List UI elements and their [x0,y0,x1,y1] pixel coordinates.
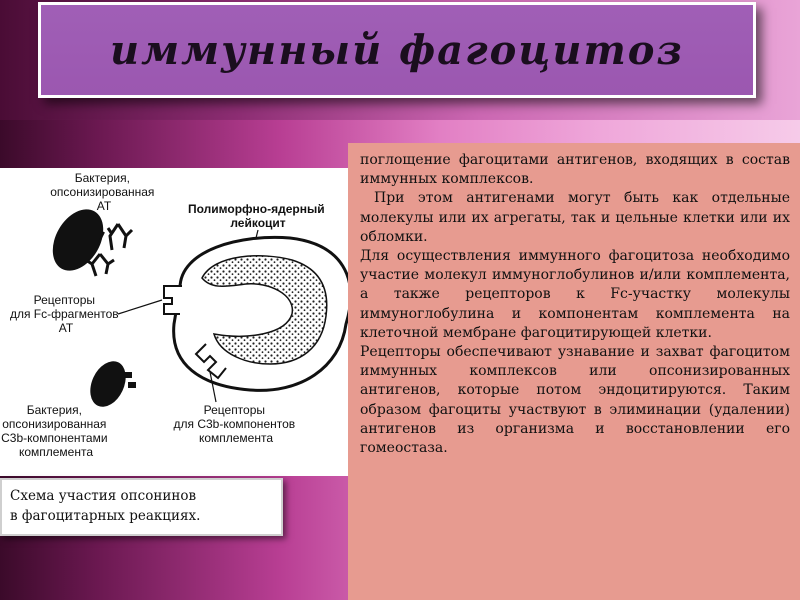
label-bacterium-at: Бактерия, опсонизированная АТ [50,171,155,213]
label-leukocyte: Полиморфно-ядерный лейкоцит [188,202,325,230]
title-box [38,2,756,98]
label-fc-receptors: Рецепторы для Fc-фрагментов АТ [9,293,119,335]
paragraph: Для осуществления иммунного фагоцитоза необходимо участие молекул иммуноглобулинов и/или комплемента, а также рецепторов к Fc-участку молекулы иммуноглобулина и компонентам комплемента на клеточной мембране фагоцитирующей клетки. [360,248,790,341]
leukocyte-icon [164,237,348,390]
figure-caption [0,478,283,536]
slide-title: иммунный фагоцитоз [109,26,684,74]
caption-line-2: в фагоцитарных реакциях. [10,508,201,524]
paragraph: При этом антигенами могут быть как отдельные молекулы или их агрегаты, так и цельные клетки или их обломки. [360,190,790,245]
text-panel [348,143,800,600]
phagocytosis-diagram [0,168,348,476]
label-c3b-receptors: Рецепторы для С3b-компонентов комплемента [173,403,296,445]
label-bacterium-c3b: Бактерия, опсонизированная С3b-компонентами комплемента [1,403,108,459]
bacterium-c3b-icon [83,355,136,412]
paragraph: поглощение фагоцитами антигенов, входящих в состав иммунных комплексов. [360,152,790,188]
bacterium-antibody-icon [42,200,132,279]
paragraph: Рецепторы обеспечивают узнавание и захват фагоцитом иммунных комплексов или опсонизированных антигенов, которые потом эндоцитируются. Таким образом фагоциты участвуют в элиминации (удалении) антигенов из организма и восстановлении его гомеостаза. [360,344,790,457]
caption-line-1: Схема участия опсонинов [10,488,197,504]
